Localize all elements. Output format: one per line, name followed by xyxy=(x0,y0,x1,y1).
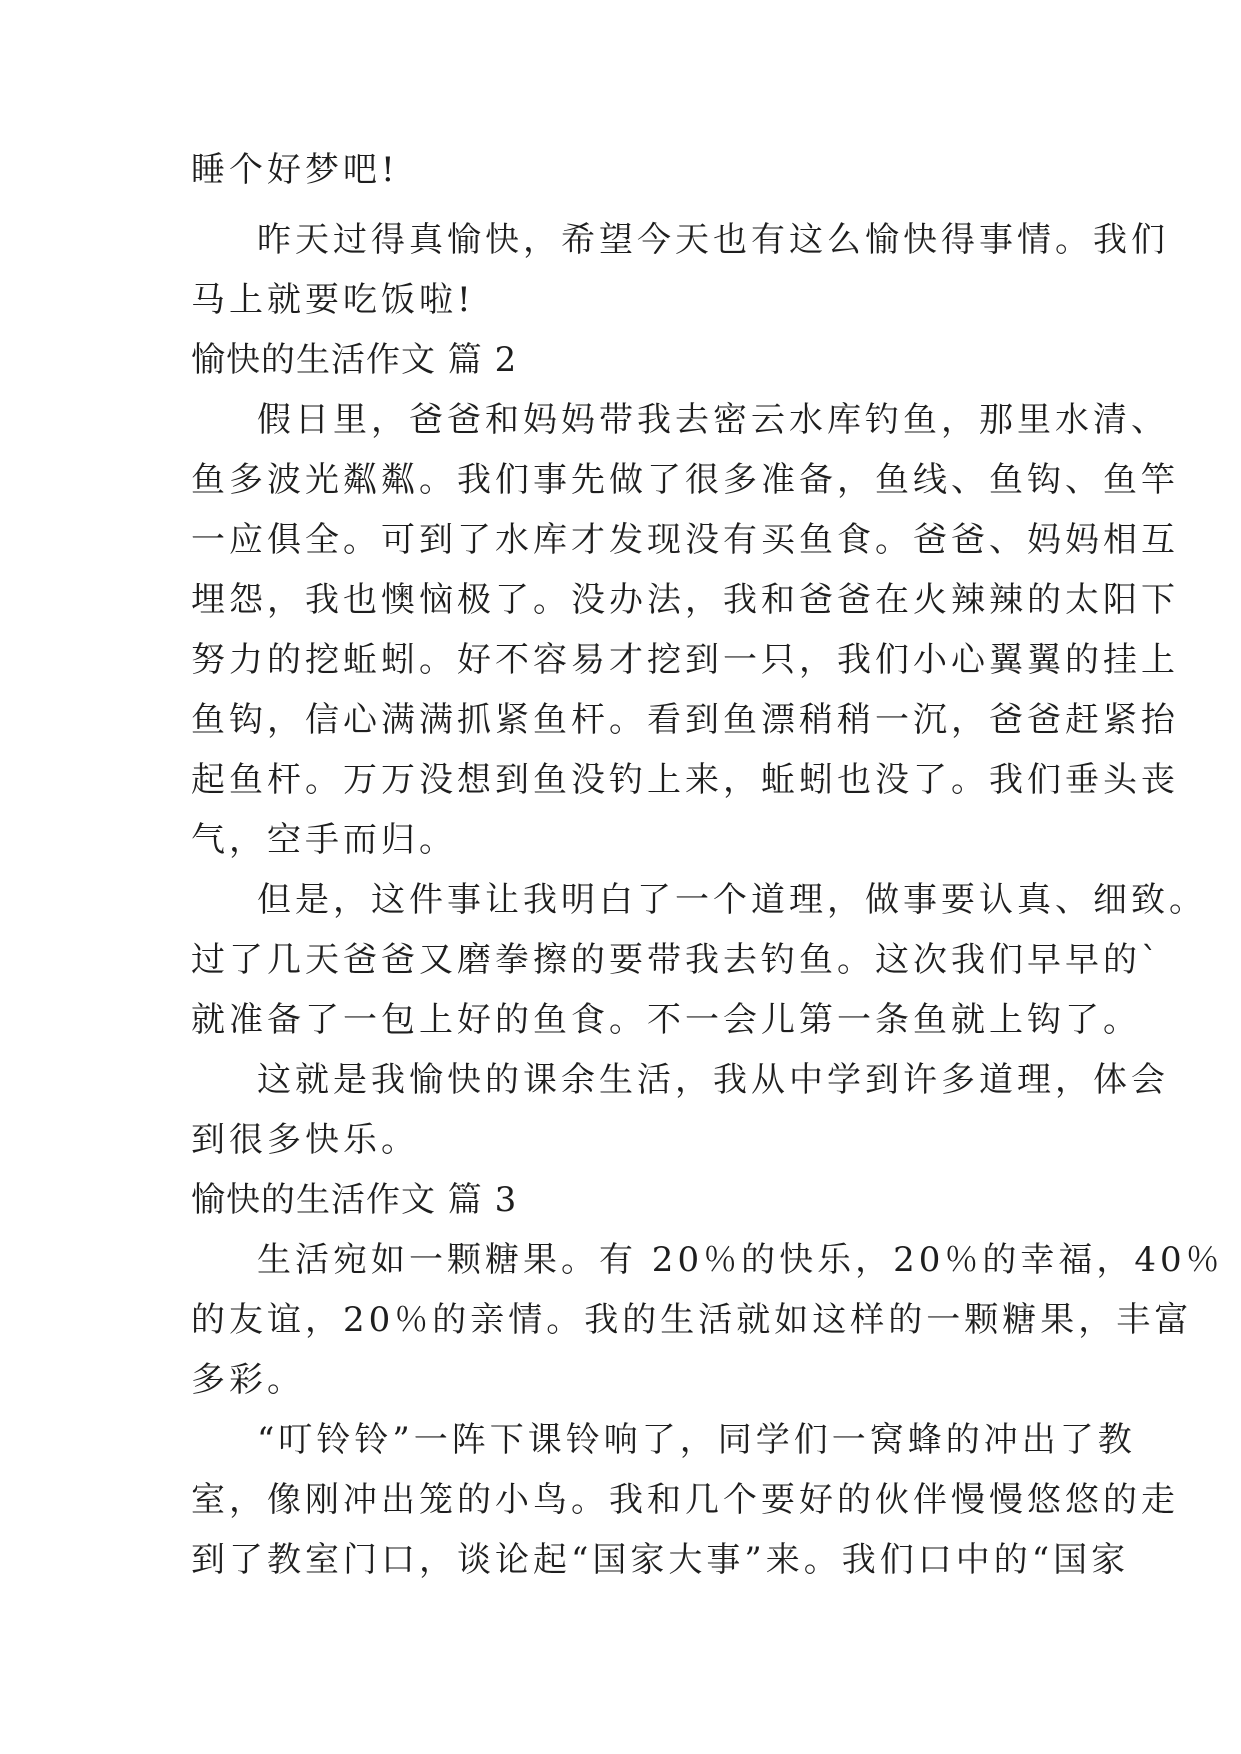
text-line: 起鱼杆。万万没想到鱼没钓上来，蚯蚓也没了。我们垂头丧 xyxy=(191,760,1179,800)
text-line: 多彩。 xyxy=(191,1360,305,1400)
text-line: 的友谊，20％的亲情。我的生活就如这样的一颗糖果，丰富 xyxy=(191,1300,1193,1340)
text-line: 睡个好梦吧! xyxy=(191,150,399,190)
text-line: 埋怨，我也懊恼极了。没办法，我和爸爸在火辣辣的太阳下 xyxy=(191,580,1179,620)
text-line: 就准备了一包上好的鱼食。不一会儿第一条鱼就上钩了。 xyxy=(191,1000,1141,1040)
text-line: 鱼多波光粼粼。我们事先做了很多准备，鱼线、鱼钩、鱼竿 xyxy=(191,460,1179,500)
text-line: 马上就要吃饭啦! xyxy=(191,280,475,320)
paragraph-start: “叮铃铃”一阵下课铃响了，同学们一窝蜂的冲出了教 xyxy=(257,1420,1136,1460)
text-line: 一应俱全。可到了水库才发现没有买鱼食。爸爸、妈妈相互 xyxy=(191,520,1179,560)
text-line: 到了教室门口，谈论起“国家大事”来。我们口中的“国家 xyxy=(191,1540,1130,1580)
paragraph-start: 生活宛如一颗糖果。有 20％的快乐，20％的幸福，40％ xyxy=(257,1240,1224,1280)
section-heading: 愉快的生活作文 篇 2 xyxy=(191,340,518,380)
paragraph-start: 这就是我愉快的课余生活，我从中学到许多道理，体会 xyxy=(257,1060,1169,1100)
text-line: 气，空手而归。 xyxy=(191,820,457,860)
section-heading: 愉快的生活作文 篇 3 xyxy=(191,1180,518,1220)
text-line: 努力的挖蚯蚓。好不容易才挖到一只，我们小心翼翼的挂上 xyxy=(191,640,1179,680)
paragraph-start: 昨天过得真愉快，希望今天也有这么愉快得事情。我们 xyxy=(257,220,1169,260)
text-line: 到很多快乐。 xyxy=(191,1120,419,1160)
paragraph-start: 假日里，爸爸和妈妈带我去密云水库钓鱼，那里水清、 xyxy=(257,400,1169,440)
paragraph-start: 但是，这件事让我明白了一个道理，做事要认真、细致。 xyxy=(257,880,1207,920)
text-line: 室，像刚冲出笼的小鸟。我和几个要好的伙伴慢慢悠悠的走 xyxy=(191,1480,1179,1520)
text-line: 鱼钩，信心满满抓紧鱼杆。看到鱼漂稍稍一沉，爸爸赶紧抬 xyxy=(191,700,1179,740)
text-line: 过了几天爸爸又磨拳擦的要带我去钓鱼。这次我们早早的` xyxy=(191,940,1162,980)
